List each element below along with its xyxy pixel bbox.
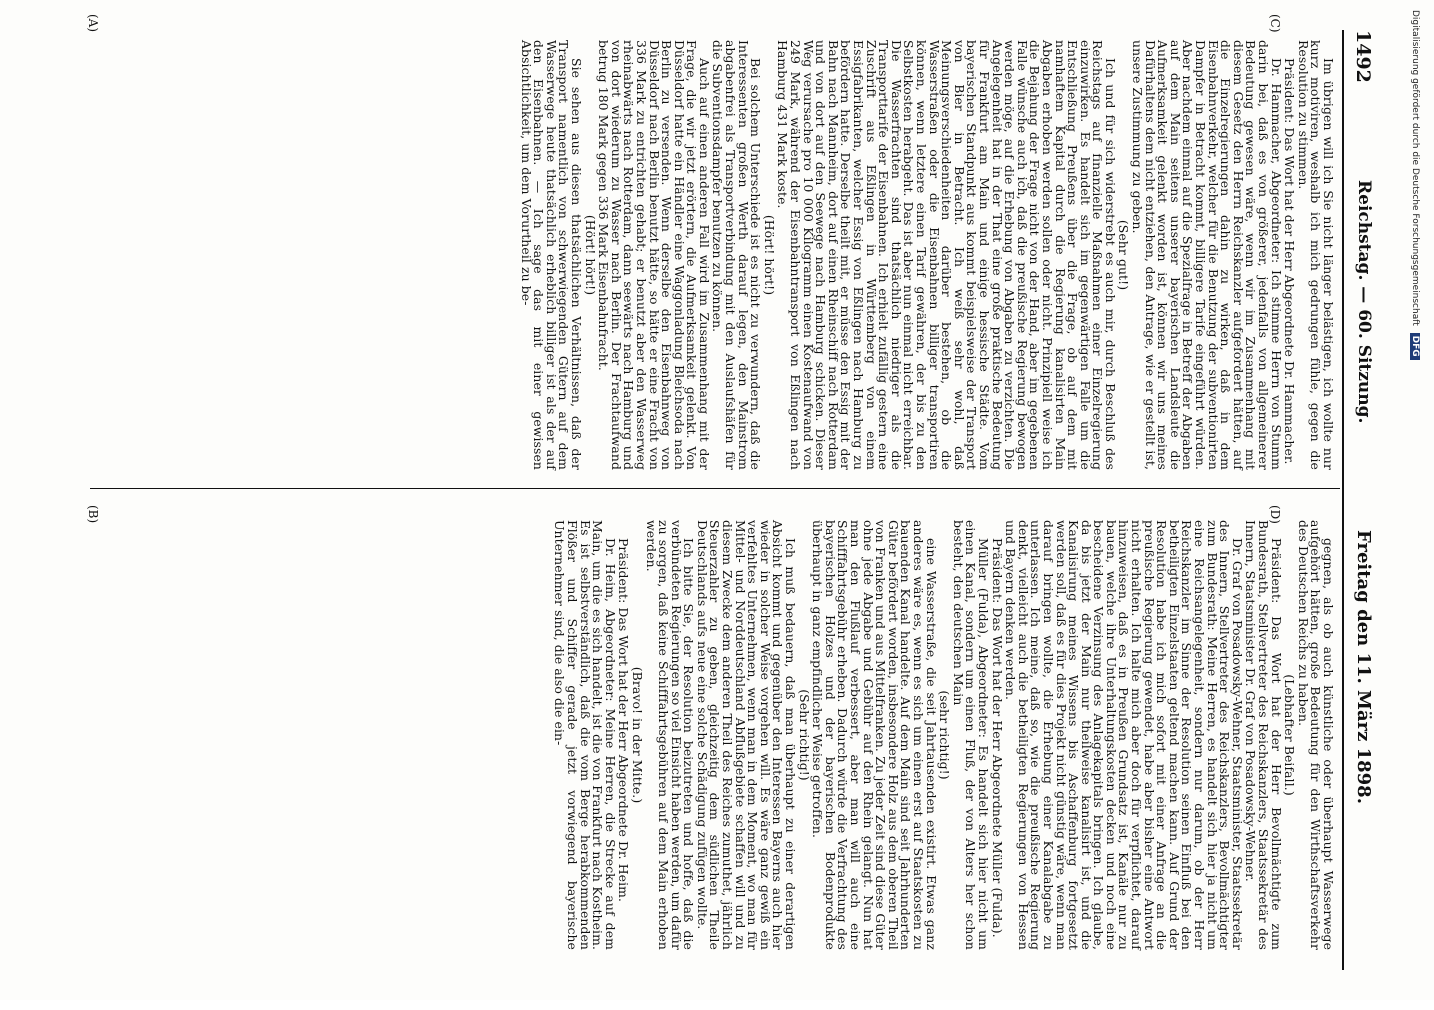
- margin-marker-c: (C): [1268, 14, 1282, 33]
- paragraph: Sie sehen aus diesen thatsächlichen Verhältnissen, daß der Transport namentlich von schwerwiegenden Gütern auf dem Wasserwege heute thatsächlich erheblich billiger ist als der auf den Eisenbahnen. — Ich sage das mit einer gewissen Absichtlichkeit, um dem Vorurtheil zu be-: [518, 40, 584, 470]
- paragraph: Dr. Graf von Posadowsky-Wehner, Staatsminister, Staatssekretär des Innern, Stellvertreter des Reichskanzlers, Bevollmächtigter zum Bundesrath: Meine Herren, es handelt sich hier ja nicht um eine Reichsangelegenheit, sondern nur darum, ob der Herr Reichskanzler im Sinne der Resolution seinen Einfluß bei den betheiligten Einzelstaaten geltend machen kann. Auf Grund der Resolution habe ich mich sofort mit einer Anfrage an die preußische Regierung gewendet, habe aber bisher eine Antwort nicht erhalten. Ich halte mich aber doch für verpflichtet, darauf hinzuweisen, daß es in Preußen Grundsatz ist, Kanäle nur zu bauen, welche ihre Unterhaltungskosten decken und noch eine bescheidene Verzinsung des Anlagekapitals bringen. Ich glaube, da bis jetzt der Main nur theilweise kanalisirt ist, und die Kanalisirung meines Wissens bis Aschaffenburg fortgesetzt werden soll, daß es für dies Projekt nicht günstig wäre, wenn man darauf bringen wollte, die Erhebung einer Kanalabgabe zu unterlassen. Ich meine, daß so, wie die preußische Regierung denkt, vielleicht auch die betheiligten Regierungen von Hessen und Bayern denken werden.: [1003, 520, 1245, 950]
- paragraph: Ich bitte Sie, der Resolution beizutreten und hoffe, daß die verbündeten Regierungen so viel Einsicht haben werden, um dafür zu sorgen, daß keine Schifffahrtsgebühren auf dem Main erhoben werden.: [643, 520, 697, 950]
- paragraph: Ich und für sich widerstrebt es auch mir, durch Beschluß des Reichstags auf finanzielle Maßnahmen einer Einzelregierung einzuwirken. Es handelt sich im gegenwärtigen Falle um die Entschließung Preußens über die Frage, ob auf dem mit namhaftem Kapital durch die Regierung kanalisirten Main Abgaben erhoben werden sollen oder nicht. Prinzipiell weise ich die Bejahung der Frage nicht von der Hand, aber im gegebenen Falle wünsche auch ich, daß die preußische Regierung bewogen werden möge, auf die Erhebung von Abgaben zu verzichten. Die Angelegenheit hat in der That eine große praktische Bedeutung für Frankfurt am Main und einige hessische Städte. Vom bayerischen Standpunkt aus kommt beispielsweise der Transport von Bier in Betracht. Ich weiß sehr wohl, daß Meinungsverschiedenheiten darüber bestehen, ob die Wasserstraßen oder die Eisenbahnen billiger transportiren können, wenn letztere einen Tarif gewähren, der bis zu den Selbstkosten herabgeht. Das ist aber nun einmal nicht erreichbar. Die Wasserfrachten sind thatsächlich niedriger als die Transporttarife der Eisenbahnen. Ich erhielt zufällig gestern eine Zuschrift aus Eßlingen in Württemberg von einem Essigfabrikanten, welcher Essig von Eßlingen nach Hamburg zu befördern hatte. Derselbe theilt mit, er müsse den Essig mit der Bahn nach Mannheim, dort auf einen Rheinschiff nach Rotterdam und von dort auf den Seewege nach Hamburg schicken. Dieser Weg verursache pro 10 000 Kilogramm einen Kostenaufwand von 249 Mark, während der Eisenbahntransport von Eßlingen nach Hamburg 431 Mark koste.: [775, 40, 1118, 470]
- margin-marker-a: (A): [86, 14, 100, 33]
- paragraph: gegnen, als ob auch künstliche oder überhaupt Wasserwege aufgehört hätten, große Bedeutung für den Wirthschaftsverkehr des Deutschen Reichs zu haben.: [1295, 520, 1336, 950]
- margin-marker-d: (D): [1268, 505, 1282, 524]
- interjection: (sehr richtig!): [937, 690, 953, 780]
- paragraph: Dr. Heim, Abgeordneter: Meine Herren, die Strecke auf dem Main, um die es sich handelt, ist die von Frankfurt nach Kostheim. Es ist selbstverständlich, daß die vom Berge herabkommenden Flößer und Schiffer gerade jetzt vorwiegend bayerische Unternehmer sind, die also die ein-: [552, 520, 618, 950]
- interjection: (Hört! hört!): [761, 214, 777, 296]
- paragraph: eine Wasserstraße, die seit Jahrtausenden existirt. Etwas ganz anderes wäre es, wenn es sich um einen erst auf Staatskosten zu bauenden Kanal handelte. Auf dem Main sind seit Jahrhunderten Güter befördert worden, insbesondere Holz aus dem oberen Theil von Franken und aus Mittelfranken. Zu jeder Zeit sind diese Güter ohne jede Abgabe und Gebühr auf den Rhein gelangt. Nun hat man den Flußlauf verbessert, aber man will auch eine Schifffahrtsgebühr erheben. Dadurch würde die Verfrachtung des bayerischen Holzes und der bayerischen Bodenprodukte überhaupt in ganz empfindlicher Weise getroffen.: [810, 520, 939, 950]
- dfg-logo: DFG: [1410, 333, 1420, 360]
- left-column: [518, 40, 1334, 470]
- interjection: (Sehr gut!): [1116, 219, 1132, 291]
- paragraph: Bei solchem Unterschiede ist es nicht zu verwundern, daß die Interessenten großen Werth darauf legen, den Mainstrom abgabenfrei als Transportverbindung mit den Auslaufshäfen für die Subventionsdampfer benutzen zu können.: [710, 40, 764, 470]
- session-title: Reichstag. — 60. Sitzung.: [1354, 180, 1374, 424]
- paragraph: Im übrigen will ich Sie nicht länger belästigen, ich wollte nur kurz motiviren, weshalb ich mich gedrungen fühle, gegen die Resolution zu stimmen.: [1295, 40, 1336, 470]
- interjection: (Hört! hört!): [582, 214, 598, 296]
- rotated-newspaper-page: [86, 0, 1390, 1000]
- right-column: [552, 520, 1334, 950]
- interjection: (Lebhafter Beifall.): [1282, 674, 1298, 796]
- interjection: (Sehr richtig!): [796, 689, 812, 781]
- paragraph: Auch auf einen anderen Fall wird im Zusammenhang mit der Frage, die wir jetzt erörtern, die Aufmerksamkeit gelenkt. Von Düsseldorf hatte ein Händler eine Waggonladung Bleichsoda nach Berlin zu versenden. Wenn derselbe den Eisenbahnweg von Düsseldorf nach Berlin benutzt hätte, so hätte er eine Fracht von 336 Mark zu entrichten gehabt; er benutzt aber den Wasserweg rheinabwärts nach Rotterdam, dann seewärts nach Hamburg und von dort wiederum zu Wasser nach Berlin. Der Frachtaufwand betrug 180 Mark gegen 336 Mark Eisenbahnfracht.: [596, 40, 712, 470]
- paragraph: Dr. Hammacher, Abgeordneter: Ich stimme Herrn von Stumm darin bei, daß es von größerer, jedenfalls von allgemeinerer Bedeutung gewesen wäre, wenn wir im Zusammenhang mit diesem Gesetz den Herrn Reichskanzler aufgefordert hätten, auf die Einzelregierungen dahin zu wirken, daß in dem Eisenbahnverkehr, welcher für die Benutzung der subventionirten Dampfer in Betracht kommt, billigere Tarife eingeführt würden. Aber nachdem einmal auf die Spezialfrage in Betreff der Abgaben auf dem Main seitens unserer bayerischen Landsleute die Aufmerksamkeit gelenkt worden ist, können wir uns meines Dafürhaltens dem nicht entziehen, den Antrage, wie er gestellt ist, unsere Zustimmung zu geben.: [1130, 40, 1284, 470]
- margin-marker-b: (B): [86, 505, 100, 524]
- date-title: Freitag den 11. März 1898.: [1353, 530, 1374, 804]
- column-divider: [90, 488, 1340, 489]
- paragraph: Ich muß bedauern, daß man überhaupt zu einer derartigen Absicht kommt und gegenüber den Interessen Bayerns auch hier wieder in solcher Weise vorgehen will. Es wäre ganz gewiß ein verfehltes Unternehmen, wenn man in dem Moment, wo man für Mittel- und Norddeutschland Abflußgebiete schaffen will und zu diesem Zwecke dem anderen Theil des Reiches zumuthet, jährlich Steuerzahler zu geben, gleichzeitig dem südlichen Theile Deutschlands aufs neue eine solche Schädigung zufügen wollte.: [694, 520, 799, 950]
- page-header: [1346, 30, 1378, 970]
- paragraph: Präsident: Das Wort hat der Herr Abgeordnete Dr. Heim.: [616, 538, 632, 903]
- paragraph: Präsident: Das Wort hat der Herr Abgeordnete Müller (Fulda).: [989, 538, 1005, 938]
- credit-text: Digitalisierung gefördert durch die Deutsche Forschungsgemeinschaft: [1410, 10, 1420, 326]
- paragraph: Präsident: Das Wort hat der Herr Bevollmächtigte zum Bundesrath, Stellvertreter des Reichskanzlers, Staatssekretär des Innern, Staatsminister Dr. Graf von Posadowsky-Wehner.: [1243, 520, 1284, 950]
- digitization-credit: [1410, 10, 1420, 1010]
- paragraph: Müller (Fulda), Abgeordneter: Es handelt sich hier nicht um einen Kanal, sondern um einen Fluß, der von Alters her schon besteht, den deutschen Main: [950, 520, 991, 950]
- page-number: 1492: [1352, 30, 1374, 83]
- header-rule: [1342, 30, 1344, 970]
- paragraph: Präsident: Das Wort hat der Herr Abgeordnete Dr. Hammacher.: [1282, 58, 1298, 465]
- interjection: (Bravo! in der Mitte.): [629, 666, 645, 804]
